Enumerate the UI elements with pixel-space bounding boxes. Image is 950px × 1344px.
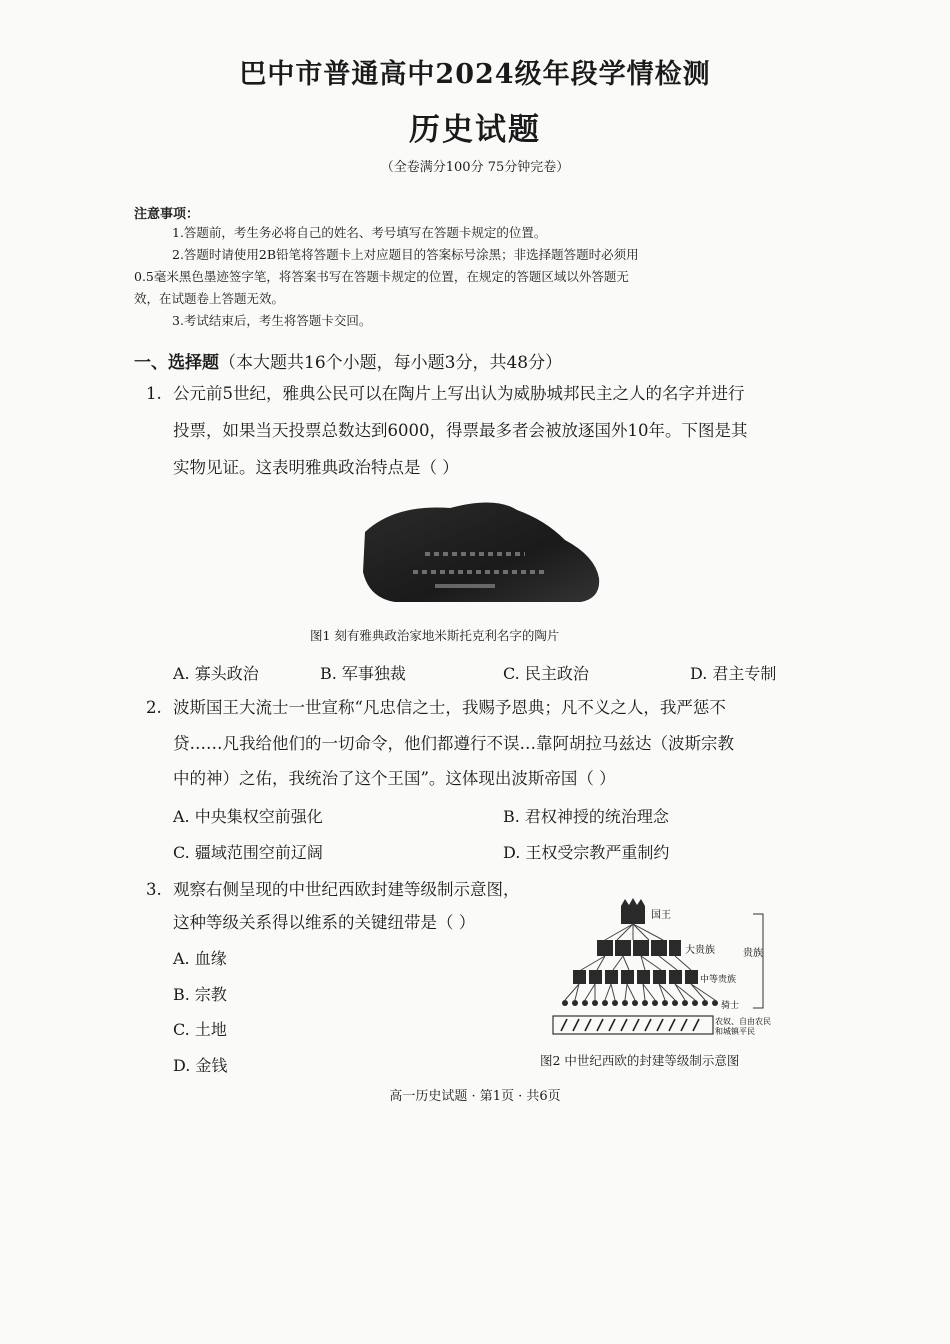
q1-option-c: C. 民主政治 bbox=[503, 664, 589, 683]
q2-option-d: D. 王权受宗教严重制约 bbox=[503, 843, 670, 862]
ostracon-image bbox=[355, 492, 605, 610]
q3-number: 3. bbox=[146, 880, 162, 899]
exam-title: 巴中市普通高中2024级年段学情检测 bbox=[239, 59, 711, 90]
q3-line-1: 观察右侧呈现的中世纪西欧封建等级制示意图， bbox=[173, 880, 520, 899]
q1-line-2: 投票，如果当天投票总数达到6000，得票最多者会被放逐国外10年。下图是其 bbox=[173, 421, 748, 440]
great-nobles-icons bbox=[597, 940, 681, 956]
nobility-label: 贵族 bbox=[743, 948, 763, 959]
notice-item-2-line-1: 2.答题时请使用2B铅笔将答题卡上对应题目的答案标号涂黑；非选择题答题时必须用 bbox=[172, 247, 639, 262]
subject-title: 历史试题 bbox=[409, 112, 541, 148]
peasants-label-2: 和城镇平民 bbox=[715, 1027, 755, 1036]
q1-option-a: A. 寡头政治 bbox=[173, 664, 259, 683]
notice-item-2-line-2: 0.5毫米黑色墨迹签字笔，将答案书写在答题卡规定的位置，在规定的答题区域以外答题无 bbox=[134, 269, 629, 284]
section-desc: （本大题共16个小题，每小题3分，共48分） bbox=[219, 353, 563, 373]
exam-subtitle: （全卷满分100分 75分钟完卷） bbox=[380, 160, 570, 175]
q1-option-b: B. 军事独裁 bbox=[320, 664, 406, 683]
middle-nobles-label: 中等贵族 bbox=[700, 975, 737, 985]
great-nobles-label: 大贵族 bbox=[685, 945, 715, 956]
middle-nobles-icons bbox=[573, 970, 698, 984]
notice-item-3: 3.考试结束后，考生将答题卡交回。 bbox=[172, 313, 372, 328]
notice-heading: 注意事项： bbox=[134, 207, 200, 222]
q1-line-3: 实物见证。这表明雅典政治特点是（ ） bbox=[173, 458, 459, 477]
notice-item-1: 1.答题前，考生务必将自己的姓名、考号填写在答题卡规定的位置。 bbox=[172, 225, 547, 240]
q3-option-b: B. 宗教 bbox=[173, 985, 227, 1004]
peasants-label-1: 农奴、自由农民 bbox=[715, 1017, 771, 1026]
king-label: 国王 bbox=[651, 910, 671, 921]
q2-number: 2. bbox=[146, 698, 162, 717]
nobility-bracket bbox=[753, 914, 763, 1008]
q2-option-c: C. 疆域范围空前辽阔 bbox=[173, 843, 323, 862]
figure-2-caption: 图2 中世纪西欧的封建等级制示意图 bbox=[540, 1053, 740, 1068]
q2-line-3: 中的神）之佑，我统治了这个王国”。这体现出波斯帝国（ ） bbox=[173, 769, 616, 788]
q1-option-d: D. 君主专制 bbox=[690, 664, 777, 683]
peasants-hatching bbox=[561, 1019, 699, 1031]
king-icon bbox=[621, 898, 645, 924]
q3-option-a: A. 血缘 bbox=[173, 949, 227, 968]
q3-line-2: 这种等级关系得以维系的关键纽带是（ ） bbox=[173, 913, 476, 932]
peasants-box bbox=[553, 1016, 713, 1034]
figure-1-caption: 图1 刻有雅典政治家地米斯托克利名字的陶片 bbox=[310, 628, 560, 643]
knights-icons bbox=[562, 1000, 718, 1006]
page-footer: 高一历史试题 · 第1页 · 共6页 bbox=[389, 1089, 561, 1104]
section-heading bbox=[134, 348, 562, 373]
q2-line-2: 贷……凡我给他们的一切命令，他们都遵行不误…靠阿胡拉马兹达（波斯宗教 bbox=[173, 734, 734, 753]
q2-option-a: A. 中央集权空前强化 bbox=[173, 807, 323, 826]
q2-line-1: 波斯国王大流士一世宣称“凡忠信之士，我赐予恩典；凡不义之人，我严惩不 bbox=[173, 698, 726, 717]
q3-option-c: C. 土地 bbox=[173, 1020, 227, 1039]
q3-option-d: D. 金钱 bbox=[173, 1056, 228, 1075]
q1-number: 1. bbox=[146, 384, 162, 403]
q2-option-b: B. 君权神授的统治理念 bbox=[503, 807, 669, 826]
q1-line-1: 公元前5世纪，雅典公民可以在陶片上写出认为威胁城邦民主之人的名字并进行 bbox=[173, 384, 745, 403]
notice-item-2-line-3: 效，在试题卷上答题无效。 bbox=[134, 291, 285, 306]
feudal-hierarchy-diagram bbox=[545, 896, 805, 1046]
section-label: 一、选择题 bbox=[134, 353, 219, 373]
knights-label: 骑士 bbox=[721, 1001, 740, 1011]
